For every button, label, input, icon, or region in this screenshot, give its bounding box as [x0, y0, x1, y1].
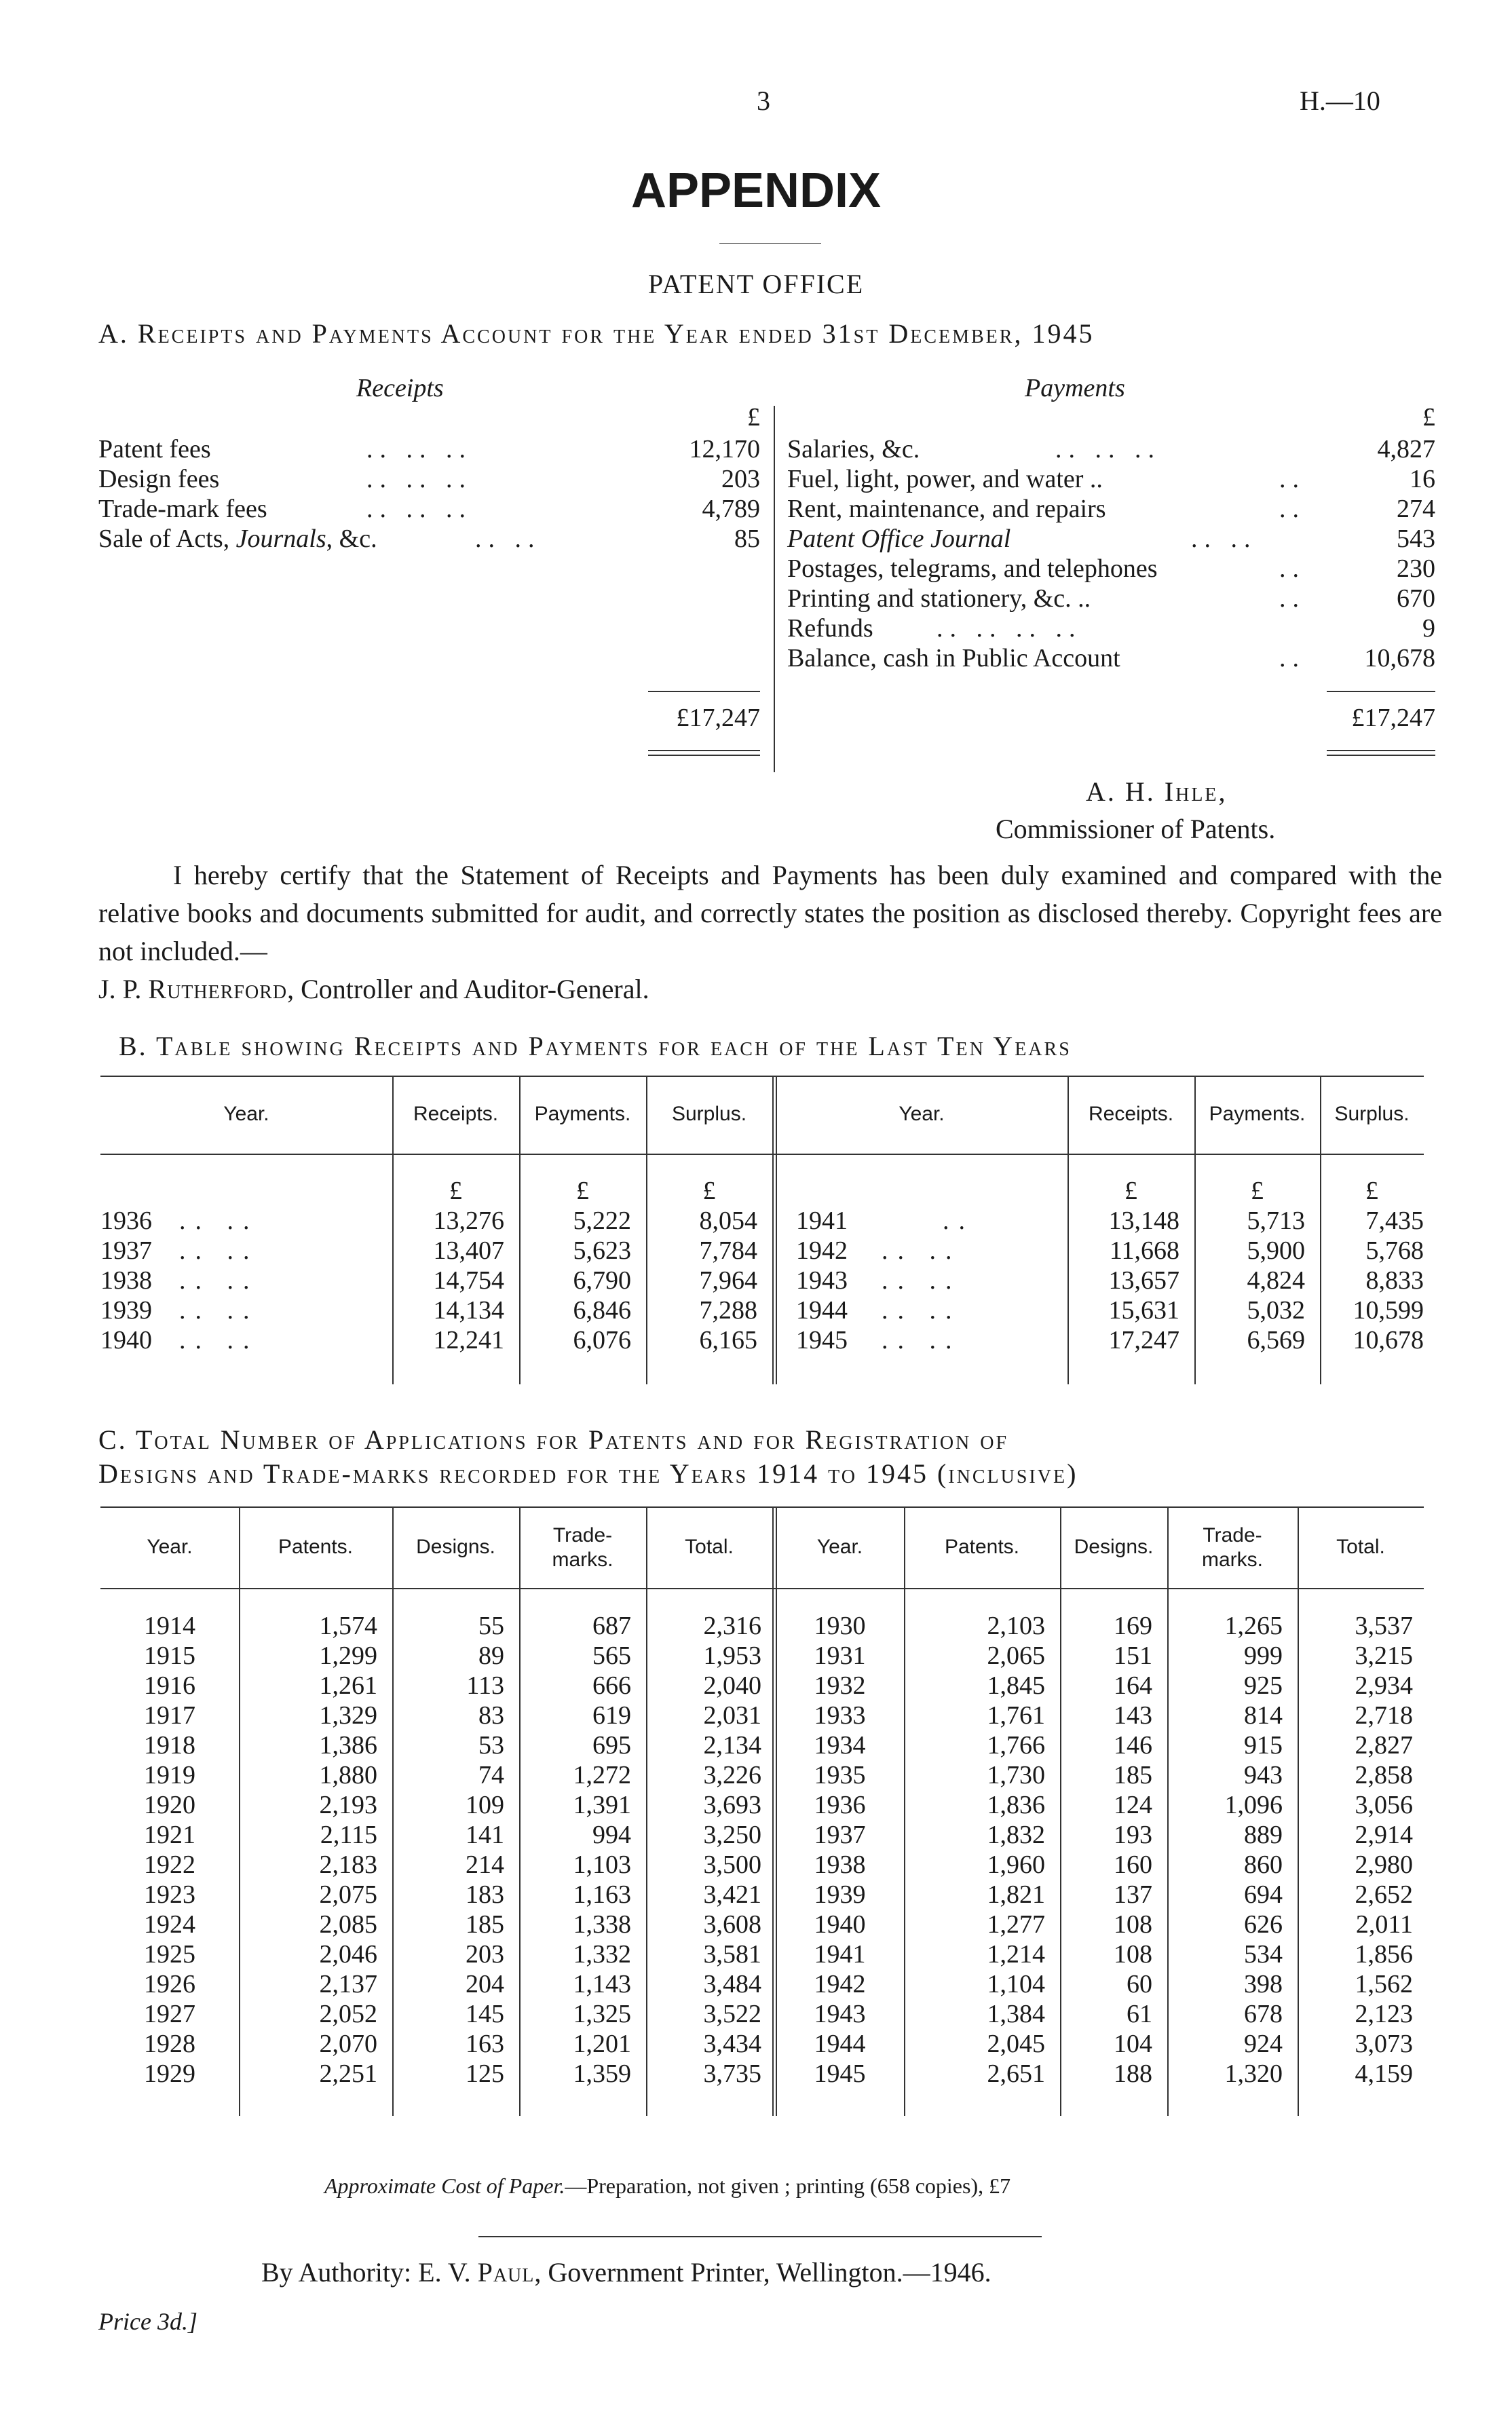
col-header: Designs.: [416, 1536, 495, 1558]
value-cell: 2,251: [319, 2060, 377, 2088]
account-divider: [774, 406, 775, 772]
year-cell: 1941: [814, 1940, 866, 1969]
double-rule: [648, 755, 760, 756]
value-cell: 160: [1114, 1851, 1152, 1879]
value-cell: 113: [466, 1671, 504, 1700]
value-cell: 2,070: [319, 2030, 377, 2058]
value-cell: 1,277: [987, 1910, 1045, 1939]
value-cell: 2,827: [1355, 1731, 1413, 1760]
year-cell: 1915: [144, 1642, 195, 1670]
value-cell: 626: [1244, 1910, 1283, 1939]
leader-dots: ..: [1279, 465, 1306, 493]
payment-label: Postages, telegrams, and telephones: [787, 554, 1158, 583]
value-cell: 1,103: [573, 1851, 631, 1879]
year-cell: 1935: [814, 1761, 866, 1789]
table-row: [776, 1969, 1424, 1999]
value-cell: 2,046: [319, 1940, 377, 1969]
value-cell: 204: [466, 1970, 504, 1998]
col-header: Patents.: [278, 1536, 354, 1558]
value-cell: 1,761: [987, 1701, 1045, 1730]
leader-dots: ..: [1279, 644, 1306, 672]
table-row: 1941 .. 13,148 5,713 7,435: [796, 1207, 1424, 1235]
value-cell: 2,651: [987, 2060, 1045, 2088]
value-cell: 2,858: [1355, 1761, 1413, 1789]
value-cell: 1,766: [987, 1731, 1045, 1760]
payments-label: Payments: [1025, 374, 1125, 402]
table-row: [100, 1850, 772, 1880]
receipt-label: Trade-mark fees: [98, 495, 267, 523]
value-cell: 108: [1114, 1910, 1152, 1939]
value-cell: 1,960: [987, 1851, 1045, 1879]
payment-label: Balance, cash in Public Account: [787, 644, 1120, 672]
value-cell: 678: [1244, 2000, 1283, 2028]
receipts-currency: £: [747, 403, 760, 432]
receipt-label: Patent fees: [98, 435, 211, 463]
table-row: 1940 .. .. 12,241 6,076 6,165: [100, 1326, 757, 1354]
year-cell: 1922: [144, 1851, 195, 1879]
value-cell: 2,914: [1355, 1821, 1413, 1849]
value-cell: 666: [592, 1671, 631, 1700]
value-cell: 694: [1244, 1880, 1283, 1909]
value-cell: 3,500: [703, 1851, 761, 1879]
value-cell: 994: [592, 1821, 631, 1849]
table-rule: [100, 1588, 1424, 1589]
section-a-heading: A. Receipts and Payments Account for the Year ended 31st December, 1945: [98, 318, 1095, 349]
table-row: 1937 .. .. 13,407 5,623 7,784: [100, 1236, 757, 1265]
table-row: [100, 1701, 772, 1730]
value-cell: 183: [466, 1880, 504, 1909]
currency-row: £ £ £: [1124, 1177, 1378, 1205]
col-header: Year.: [899, 1103, 945, 1125]
year-cell: 1936: [814, 1791, 866, 1819]
title-rule: [719, 243, 821, 244]
table-rule: [100, 1076, 1424, 1077]
payment-amount: 16: [1410, 465, 1435, 493]
value-cell: 214: [466, 1851, 504, 1879]
value-cell: 55: [478, 1612, 504, 1640]
value-cell: 1,391: [573, 1791, 631, 1819]
value-cell: 169: [1114, 1612, 1152, 1640]
table-row: [776, 1730, 1424, 1760]
year-cell: 1926: [144, 1970, 195, 1998]
value-cell: 398: [1244, 1970, 1283, 1998]
value-cell: 1,096: [1224, 1791, 1283, 1819]
double-rule: [1327, 750, 1435, 751]
table-row: [100, 2029, 772, 2059]
col-rule: [772, 1076, 774, 1384]
year-cell: 1916: [144, 1671, 195, 1700]
value-cell: 3,522: [703, 2000, 761, 2028]
value-cell: 3,537: [1355, 1612, 1413, 1640]
receipts-total: £17,247: [676, 704, 760, 732]
value-cell: 1,261: [319, 1671, 377, 1700]
value-cell: 1,332: [573, 1940, 631, 1969]
year-cell: 1920: [144, 1791, 195, 1819]
value-cell: 2,718: [1355, 1701, 1413, 1730]
table-row: 1936 .. .. 13,276 5,222 8,054: [100, 1207, 757, 1235]
value-cell: 193: [1114, 1821, 1152, 1849]
table-row: [776, 1760, 1424, 1790]
value-cell: 3,226: [703, 1761, 761, 1789]
value-cell: 3,250: [703, 1821, 761, 1849]
payment-label: Salaries, &c.: [787, 435, 920, 463]
page-title: APPENDIX: [630, 164, 882, 218]
year-cell: 1919: [144, 1761, 195, 1789]
leader-dots: .. .. .. ..: [937, 614, 1082, 643]
value-cell: 53: [478, 1731, 504, 1760]
col-rule: [772, 1506, 774, 2116]
value-cell: 2,123: [1355, 2000, 1413, 2028]
audit-certification: I hereby certify that the Statement of Receipts and Payments has been duly examined and compared with the relative books and documents submitted for audit, and correctly states the position as disclosed thereby. Copyright fees are not included.— J. P. Rutherford, Controller and Auditor-General.: [98, 860, 1442, 1004]
table-row: [776, 1641, 1424, 1671]
table-row: 1942 .. .. 11,668 5,900 5,768: [796, 1236, 1424, 1265]
value-cell: 203: [466, 1940, 504, 1969]
value-cell: 125: [466, 2060, 504, 2088]
value-cell: 814: [1244, 1701, 1283, 1730]
table-row: [776, 1850, 1424, 1880]
value-cell: 163: [466, 2030, 504, 2058]
value-cell: 889: [1244, 1821, 1283, 1849]
payment-amount: 9: [1422, 614, 1435, 643]
value-cell: 687: [592, 1612, 631, 1640]
table-row: [776, 2029, 1424, 2059]
value-cell: 2,045: [987, 2030, 1045, 2058]
currency-row: £ £ £: [449, 1177, 716, 1205]
value-cell: 146: [1114, 1731, 1152, 1760]
value-cell: 3,581: [703, 1940, 761, 1969]
value-cell: 2,115: [320, 1821, 377, 1849]
value-cell: 143: [1114, 1701, 1152, 1730]
value-cell: 999: [1244, 1642, 1283, 1670]
leader-dots: ..: [1279, 495, 1306, 523]
year-cell: 1914: [144, 1612, 195, 1640]
value-cell: 1,730: [987, 1761, 1045, 1789]
value-cell: 2,183: [319, 1851, 377, 1879]
year-cell: 1934: [814, 1731, 866, 1760]
value-cell: 188: [1114, 2060, 1152, 2088]
year-cell: 1944: [814, 2030, 866, 2058]
receipts-label: Receipts: [356, 374, 444, 402]
year-cell: 1917: [144, 1701, 195, 1730]
table-row: [100, 1760, 772, 1790]
table-rule: [100, 1154, 1424, 1155]
value-cell: 3,434: [703, 2030, 761, 2058]
payment-amount: 543: [1397, 525, 1435, 553]
table-row: [776, 1611, 1424, 1641]
table-rule: [100, 1506, 1424, 1508]
document-code: H.—10: [1300, 86, 1380, 116]
table-row: 1939 .. .. 14,134 6,846 7,288: [100, 1296, 757, 1325]
ten-year-table-right: [782, 1176, 1424, 1355]
table-row: [776, 1939, 1424, 1969]
table-row: [100, 1910, 772, 1939]
value-cell: 2,075: [319, 1880, 377, 1909]
value-cell: 1,845: [987, 1671, 1045, 1700]
value-cell: 1,953: [703, 1642, 761, 1670]
value-cell: 2,652: [1355, 1880, 1413, 1909]
value-cell: 109: [466, 1791, 504, 1819]
year-cell: 1923: [144, 1880, 195, 1909]
value-cell: 1,201: [573, 2030, 631, 2058]
table-row: [100, 1820, 772, 1850]
payment-amount: 274: [1397, 495, 1435, 523]
value-cell: 1,265: [1224, 1612, 1283, 1640]
leader-dots: ..: [1279, 554, 1306, 583]
payments-total: £17,247: [1351, 704, 1435, 732]
table-row: [100, 1641, 772, 1671]
value-cell: 3,484: [703, 1970, 761, 1998]
value-cell: 4,159: [1355, 2060, 1413, 2088]
value-cell: 2,103: [987, 1612, 1045, 1640]
year-cell: 1943: [814, 2000, 866, 2028]
leader-dots: ..: [1279, 584, 1306, 613]
value-cell: 1,880: [319, 1761, 377, 1789]
value-cell: 1,359: [573, 2060, 631, 2088]
col-header: Receipts.: [1088, 1103, 1174, 1125]
value-cell: 2,040: [703, 1671, 761, 1700]
value-cell: 145: [466, 2000, 504, 2028]
signatory-title: Commissioner of Patents.: [996, 814, 1276, 844]
value-cell: 1,325: [573, 2000, 631, 2028]
value-cell: 1,384: [987, 2000, 1045, 2028]
year-cell: 1927: [144, 2000, 195, 2028]
year-cell: 1939: [814, 1880, 866, 1909]
value-cell: 2,934: [1355, 1671, 1413, 1700]
value-cell: 2,980: [1355, 1851, 1413, 1879]
year-cell: 1940: [814, 1910, 866, 1939]
year-cell: 1925: [144, 1940, 195, 1969]
value-cell: 164: [1114, 1671, 1152, 1700]
value-cell: 3,693: [703, 1791, 761, 1819]
value-cell: 141: [466, 1821, 504, 1849]
year-cell: 1929: [144, 2060, 195, 2088]
payment-label: Rent, maintenance, and repairs: [787, 495, 1106, 523]
value-cell: 3,608: [703, 1910, 761, 1939]
table-row: [776, 1820, 1424, 1850]
year-cell: 1918: [144, 1731, 195, 1760]
value-cell: 1,329: [319, 1701, 377, 1730]
table-row: [100, 2059, 772, 2089]
leader-dots: .. .. ..: [1055, 435, 1161, 463]
leader-dots: .. ..: [475, 525, 542, 553]
payments-currency: £: [1422, 403, 1435, 432]
footer-rule: [478, 2236, 1042, 2237]
value-cell: 2,031: [703, 1701, 761, 1730]
col-header: Receipts.: [413, 1103, 499, 1125]
office-heading: PATENT OFFICE: [647, 269, 865, 299]
value-cell: 89: [478, 1642, 504, 1670]
year-cell: 1930: [814, 1612, 866, 1640]
table-row: 1945 .. .. 17,247 6,569 10,678: [796, 1326, 1424, 1354]
year-cell: 1931: [814, 1642, 866, 1670]
total-rule: [648, 691, 760, 692]
ten-year-table-left: [100, 1176, 772, 1355]
receipt-amount: 203: [721, 465, 760, 493]
payment-label: Printing and stationery, &c. ..: [787, 584, 1091, 613]
value-cell: 3,073: [1355, 2030, 1413, 2058]
value-cell: 534: [1244, 1940, 1283, 1969]
value-cell: 1,214: [987, 1940, 1045, 1969]
value-cell: 925: [1244, 1671, 1283, 1700]
printer-imprint: By Authority: E. V. Paul, Government Printer, Wellington.—1946.: [261, 2257, 991, 2288]
section-c-heading-line2: Designs and Trade-marks recorded for the Years 1914 to 1945 (inclusive): [98, 1458, 1078, 1489]
col-header: Year.: [147, 1536, 193, 1558]
table-row: [100, 1671, 772, 1701]
table-row: [776, 1999, 1424, 2029]
table-row: [776, 1790, 1424, 1820]
col-header: Designs.: [1074, 1536, 1154, 1558]
receipt-amount: 85: [734, 525, 760, 553]
value-cell: 104: [1114, 2030, 1152, 2058]
col-header: Surplus.: [671, 1103, 747, 1125]
value-cell: 943: [1244, 1761, 1283, 1789]
value-cell: 1,272: [573, 1761, 631, 1789]
value-cell: 185: [1114, 1761, 1152, 1789]
year-cell: 1942: [814, 1970, 866, 1998]
payment-label: Refunds: [787, 614, 873, 643]
table-row: 1944 .. .. 15,631 5,032 10,599: [796, 1296, 1424, 1325]
year-cell: 1924: [144, 1910, 195, 1939]
payment-label: Patent Office Journal: [787, 525, 1011, 553]
value-cell: 3,056: [1355, 1791, 1413, 1819]
table-row: [100, 1611, 772, 1641]
value-cell: 619: [592, 1701, 631, 1730]
col-header: Trade-marks.: [552, 1524, 613, 1571]
value-cell: 915: [1244, 1731, 1283, 1760]
payment-amount: 670: [1397, 584, 1435, 613]
value-cell: 1,163: [573, 1880, 631, 1909]
section-b-heading: B. Table showing Receipts and Payments for each of the Last Ten Years: [119, 1031, 1072, 1061]
leader-dots: .. .. ..: [366, 435, 472, 463]
col-header: Surplus.: [1334, 1103, 1410, 1125]
value-cell: 2,052: [319, 2000, 377, 2028]
table-row: [100, 1790, 772, 1820]
receipt-label: Design fees: [98, 465, 220, 493]
payment-amount: 10,678: [1364, 644, 1435, 672]
year-cell: 1937: [814, 1821, 866, 1849]
value-cell: 1,821: [987, 1880, 1045, 1909]
col-header: Payments.: [1209, 1103, 1306, 1125]
value-cell: 2,316: [703, 1612, 761, 1640]
value-cell: 1,856: [1355, 1940, 1413, 1969]
year-cell: 1945: [814, 2060, 866, 2088]
value-cell: 151: [1114, 1642, 1152, 1670]
applications-table-right: [776, 1611, 1424, 2089]
value-cell: 1,143: [573, 1970, 631, 1998]
value-cell: 2,193: [319, 1791, 377, 1819]
value-cell: 61: [1127, 2000, 1152, 2028]
value-cell: 924: [1244, 2030, 1283, 2058]
table-row: [100, 1730, 772, 1760]
receipt-amount: 12,170: [689, 435, 760, 463]
value-cell: 1,574: [319, 1612, 377, 1640]
value-cell: 3,215: [1355, 1642, 1413, 1670]
value-cell: 695: [592, 1731, 631, 1760]
value-cell: 1,562: [1355, 1970, 1413, 1998]
payment-amount: 230: [1397, 554, 1435, 583]
value-cell: 2,137: [319, 1970, 377, 1998]
price: Price 3d.]: [98, 2308, 197, 2335]
table-row: [776, 2059, 1424, 2089]
value-cell: 860: [1244, 1851, 1283, 1879]
leader-dots: .. .. ..: [366, 495, 472, 523]
value-cell: 3,421: [703, 1880, 761, 1909]
year-cell: 1928: [144, 2030, 195, 2058]
value-cell: 2,134: [703, 1731, 761, 1760]
value-cell: 185: [466, 1910, 504, 1939]
col-header: Year.: [223, 1103, 269, 1125]
table-row: [100, 1999, 772, 2029]
table-row: [100, 1969, 772, 1999]
applications-table-left: [100, 1611, 772, 2089]
value-cell: 137: [1114, 1880, 1152, 1909]
table-row: [776, 1910, 1424, 1939]
value-cell: 74: [478, 1761, 504, 1789]
value-cell: 2,065: [987, 1642, 1045, 1670]
cost-note: Approximate Cost of Paper.—Preparation, not given ; printing (658 copies), £7: [324, 2174, 1011, 2198]
total-rule: [1327, 691, 1435, 692]
value-cell: 1,338: [573, 1910, 631, 1939]
leader-dots: .. ..: [1191, 525, 1258, 553]
year-cell: 1938: [814, 1851, 866, 1879]
year-cell: 1921: [144, 1821, 195, 1849]
table-row: [776, 1671, 1424, 1701]
table-row: 1943 .. .. 13,657 4,824 8,833: [796, 1266, 1424, 1295]
value-cell: 565: [592, 1642, 631, 1670]
value-cell: 1,836: [987, 1791, 1045, 1819]
receipt-amount: 4,789: [702, 495, 760, 523]
year-cell: 1933: [814, 1701, 866, 1730]
value-cell: 2,011: [1355, 1910, 1413, 1939]
payment-amount: 4,827: [1377, 435, 1435, 463]
signatory-name: A. H. Ihle,: [1086, 776, 1228, 807]
leader-dots: .. .. ..: [366, 465, 472, 493]
col-header: Total.: [685, 1536, 734, 1558]
double-rule: [648, 750, 760, 751]
table-row: [776, 1701, 1424, 1730]
year-cell: 1932: [814, 1671, 866, 1700]
value-cell: 2,085: [319, 1910, 377, 1939]
value-cell: 124: [1114, 1791, 1152, 1819]
col-header: Payments.: [534, 1103, 631, 1125]
value-cell: 1,299: [319, 1642, 377, 1670]
value-cell: 1,386: [319, 1731, 377, 1760]
value-cell: 1,320: [1224, 2060, 1283, 2088]
col-header: Year.: [816, 1536, 863, 1558]
payment-label: Fuel, light, power, and water ..: [787, 465, 1103, 493]
double-rule: [1327, 755, 1435, 756]
value-cell: 108: [1114, 1940, 1152, 1969]
value-cell: 83: [478, 1701, 504, 1730]
col-header: Total.: [1336, 1536, 1385, 1558]
page-number: 3: [757, 86, 770, 116]
value-cell: 60: [1127, 1970, 1152, 1998]
value-cell: 1,832: [987, 1821, 1045, 1849]
value-cell: 3,735: [703, 2060, 761, 2088]
table-row: [100, 1939, 772, 1969]
col-header: Patents.: [944, 1536, 1020, 1558]
table-row: [100, 1880, 772, 1910]
col-header: Trade-marks.: [1202, 1524, 1263, 1571]
value-cell: 1,104: [987, 1970, 1045, 1998]
table-row: 1938 .. .. 14,754 6,790 7,964: [100, 1266, 757, 1295]
table-row: [776, 1880, 1424, 1910]
receipt-label: Sale of Acts, Journals, &c.: [98, 525, 377, 553]
section-c-heading-line1: C. Total Number of Applications for Patents and for Registration of: [98, 1424, 1009, 1455]
